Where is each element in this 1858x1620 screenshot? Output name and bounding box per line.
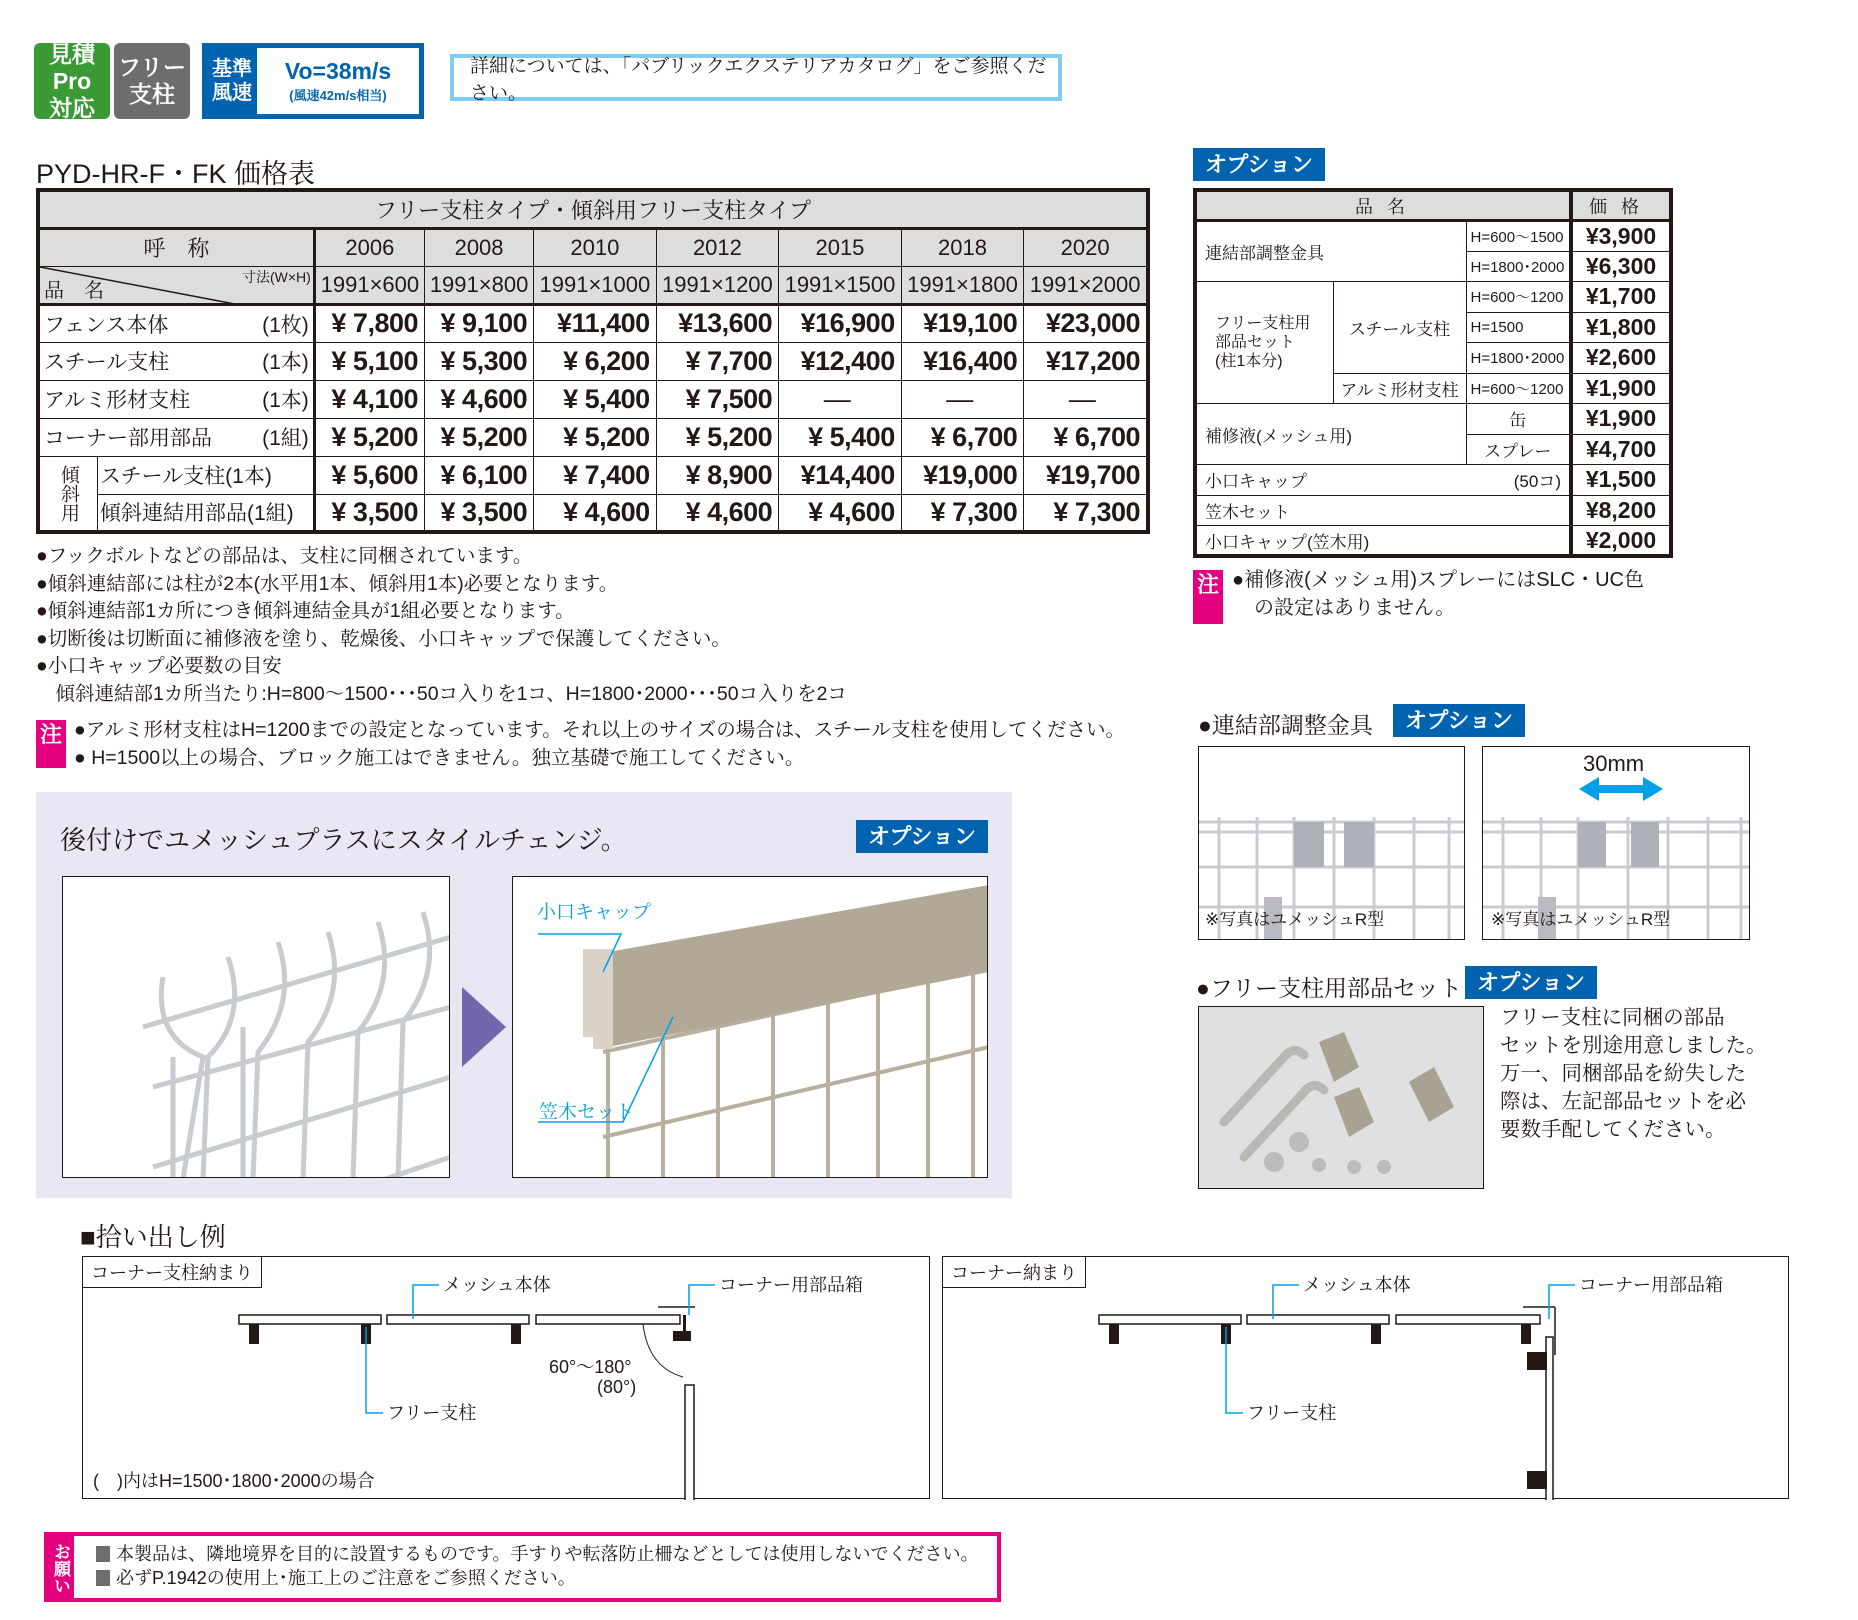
price-cell: ¥ 5,600: [314, 456, 424, 494]
item-name: [98, 494, 315, 532]
item-name: [38, 304, 314, 342]
price-row: [38, 494, 1148, 532]
wind-note: (風速42m/s相当): [289, 88, 387, 103]
size: 1991×800: [425, 266, 534, 304]
mesh-photo: [62, 876, 450, 1178]
price-row: [38, 342, 1148, 380]
item-unit: (1本): [262, 351, 309, 374]
option-price-header: 価格: [1571, 190, 1671, 221]
caution: ●アルミ形材支柱はH=1200までの設定となっています。それ以上のサイズの場合は、スチール支柱を使用してください。: [74, 719, 1125, 741]
note: ●傾斜連結部には柱が2本(水平用1本、傾斜用1本)必要となります。: [36, 572, 619, 595]
price-cell: ¥ 6,200: [534, 342, 657, 380]
price-cell: ¥ 4,600: [425, 380, 534, 418]
alu-post: アルミ形材支柱: [1333, 373, 1466, 404]
price-cell: ¥16,400: [901, 342, 1024, 380]
type-header: フリー支柱タイプ・傾斜用フリー支柱タイプ: [38, 190, 1148, 228]
option-price: ¥1,500: [1571, 465, 1671, 496]
code-2015: 2015: [779, 228, 902, 266]
size-header: 寸法(W×H): [241, 268, 311, 285]
caution-label: 注: [36, 720, 66, 768]
post-label: フリー支柱: [387, 1403, 477, 1423]
post-label: フリー支柱: [1247, 1403, 1337, 1423]
caution-label: 注: [1193, 570, 1223, 624]
cap-name: 小口キャップ: [1205, 472, 1307, 492]
price-cell: ¥19,700: [1024, 456, 1148, 494]
code-2012: 2012: [656, 228, 779, 266]
square-bullet-icon: [96, 1570, 110, 1586]
price-cell: ¥12,400: [779, 342, 902, 380]
price-cell: ¥17,200: [1024, 342, 1148, 380]
item-name: [38, 342, 314, 380]
line: 部品セット: [1215, 334, 1296, 351]
price-table-title: PYD-HR-F・FK 価格表: [36, 159, 315, 189]
request-text: 必ずP.1942の使用上･施工上のご注意をご参照ください。: [116, 1568, 576, 1588]
price-row: [38, 304, 1148, 342]
price-cell: ¥ 4,600: [534, 494, 657, 532]
photo-note: ※写真はユメッシュR型: [1491, 910, 1671, 929]
desc-line: 万一、同梱部品を紛失した: [1500, 1062, 1746, 1085]
option-tag: オプション: [1465, 966, 1597, 999]
price-cell: —: [901, 380, 1024, 418]
arrow-right-icon: [462, 987, 506, 1067]
code-2008: 2008: [425, 228, 534, 266]
size: 1991×1800: [901, 266, 1024, 304]
height-spec: H=1500: [1466, 312, 1571, 343]
layout-example-title: ■拾い出し例: [80, 1222, 226, 1252]
can: 缶: [1466, 404, 1571, 435]
item-unit: (1組): [262, 427, 309, 450]
price-cell: ¥ 5,300: [425, 342, 534, 380]
request-line: [96, 1566, 997, 1590]
price-cell: ¥ 7,500: [656, 380, 779, 418]
style-change-panel: [36, 792, 1012, 1198]
item-unit: (1本): [262, 389, 309, 412]
price-cell: ¥ 3,500: [425, 494, 534, 532]
note: ●フックボルトなどの部品は、支柱に同梱されています。: [36, 545, 533, 567]
option-note: [1232, 566, 1644, 622]
desc-line: フリー支柱に同梱の部品: [1500, 1006, 1725, 1029]
price-cell: ¥19,000: [901, 456, 1024, 494]
code-2010: 2010: [534, 228, 657, 266]
price-cell: ¥11,400: [534, 304, 657, 342]
parts-section-title: ●フリー支柱用部品セット: [1196, 975, 1462, 1001]
option-price: ¥3,900: [1571, 221, 1671, 252]
steel-post: スチール支柱: [1333, 282, 1466, 374]
rail-photo: [512, 876, 988, 1178]
price-cell: ¥ 8,900: [656, 456, 779, 494]
size: 1991×1500: [779, 266, 902, 304]
option-tag: オプション: [1393, 704, 1525, 737]
option-tag: オプション: [856, 820, 988, 853]
item-label: 傾斜連結用部品: [100, 502, 247, 526]
option-price: ¥8,200: [1571, 495, 1671, 526]
request-text: 本製品は、隣地境界を目的に設置するものです。手すりや転落防止柵などとしては使用しないでください。: [116, 1544, 979, 1564]
price-table: [36, 188, 1150, 534]
free-post-badge: [114, 43, 190, 119]
price-cell: ¥13,600: [656, 304, 779, 342]
info-text: 詳細については、「パブリックエクステリアカタログ」をご参照ください。: [470, 55, 1047, 104]
request-line: [96, 1542, 997, 1566]
price-cell: ¥14,400: [779, 456, 902, 494]
note-line: の設定はありません。: [1254, 597, 1456, 619]
line: フリー支柱用: [1215, 315, 1311, 332]
mesh-label: メッシュ本体: [1303, 1275, 1411, 1295]
corner-diagram: [942, 1256, 1789, 1499]
parts-description: [1500, 1004, 1767, 1144]
item-label: コーナー部用部品: [44, 427, 212, 450]
joint-photo-1: [1198, 746, 1465, 940]
price-cell: ¥ 5,200: [534, 418, 657, 456]
joint-section-title: ●連結部調整金具: [1198, 712, 1373, 738]
price-row: [38, 456, 1148, 494]
cap-label: 小口キャップ: [537, 902, 652, 923]
height-spec: H=600〜1200: [1466, 373, 1571, 404]
wind-value: Vo=38m/s: [284, 58, 392, 84]
price-cell: ¥ 5,200: [425, 418, 534, 456]
desc-line: 際は、左記部品セットを必: [1500, 1090, 1746, 1113]
price-cell: ¥ 7,800: [314, 304, 424, 342]
catalog-info-box: [450, 54, 1062, 104]
diagram-caption: コーナー納まり: [943, 1257, 1086, 1288]
badge-line: 支柱: [129, 81, 175, 107]
footnote: ( )内はH=1500･1800･2000の場合: [93, 1471, 375, 1491]
repair-liquid-name: 補修液(メッシュ用): [1195, 404, 1466, 465]
price-row: [38, 380, 1148, 418]
option-price: ¥1,900: [1571, 373, 1671, 404]
price-cell: ¥ 7,400: [534, 456, 657, 494]
item-name: [38, 380, 314, 418]
note: 傾斜連結部1カ所当たり:H=800〜1500･･･50コ入りを1コ、H=1800･2000･･･50コ入りを2コ: [36, 682, 847, 705]
item-unit: (1本): [225, 465, 272, 488]
code-2020: 2020: [1024, 228, 1148, 266]
option-name-header: 品名: [1195, 190, 1571, 221]
note: ●切断後は切断面に補修液を塗り、乾燥後、小口キャップで保護してください。: [36, 627, 731, 650]
price-cell: ¥ 6,700: [901, 418, 1024, 456]
item-name: [98, 456, 315, 494]
price-row: [38, 418, 1148, 456]
mesh-label: メッシュ本体: [443, 1275, 551, 1295]
item-label: フェンス本体: [44, 313, 169, 337]
option-tag: オプション: [1193, 148, 1325, 181]
line: (柱1本分): [1215, 353, 1283, 370]
height-spec: H=600〜1200: [1466, 282, 1571, 313]
option-price: ¥1,700: [1571, 282, 1671, 313]
notes-list: [36, 543, 847, 709]
badge-line: 見積Pro: [49, 40, 95, 94]
mesh-r-illustration: [63, 877, 450, 1178]
desc-line: セットを別途用意しました。: [1500, 1034, 1767, 1057]
option-table: [1193, 188, 1673, 558]
option-price: ¥2,000: [1571, 526, 1671, 557]
wind-label-line: 基準: [212, 58, 252, 80]
item-unit: (1枚): [262, 313, 309, 337]
diagram-caption: コーナー支柱納まり: [83, 1257, 262, 1288]
price-cell: ¥ 6,700: [1024, 418, 1148, 456]
price-cell: ¥ 5,400: [779, 418, 902, 456]
parts-set-name: [1195, 282, 1333, 404]
size: 1991×1000: [534, 266, 657, 304]
dimension-label: 30mm: [1583, 751, 1645, 776]
mitsumori-pro-badge: [34, 40, 110, 121]
price-cell: ¥19,100: [901, 304, 1024, 342]
price-cell: ¥ 5,200: [314, 418, 424, 456]
size: 1991×600: [314, 266, 424, 304]
price-cell: ¥ 5,400: [534, 380, 657, 418]
badge-line: 対応: [49, 94, 95, 121]
item-label: スチール支柱: [100, 465, 226, 488]
corner-box-label: コーナー用部品箱: [719, 1275, 863, 1295]
square-bullet-icon: [96, 1546, 110, 1562]
parts-photo: [1198, 1006, 1484, 1189]
item-size-header: [38, 266, 314, 304]
angle-alt-label: (80°): [597, 1377, 637, 1397]
price-cell: ¥16,900: [779, 304, 902, 342]
rail-name: 笠木セット: [1195, 495, 1571, 526]
joint-photo-2: [1482, 746, 1750, 940]
slope-group-label: 傾斜用: [38, 456, 98, 532]
option-price: ¥6,300: [1571, 251, 1671, 282]
price-cell: ¥ 7,300: [901, 494, 1024, 532]
request-box: [44, 1532, 1001, 1602]
option-price: ¥1,900: [1571, 404, 1671, 435]
double-arrow-icon: [1579, 777, 1663, 801]
photo-note: ※写真はユメッシュR型: [1205, 910, 1385, 929]
price-cell: ¥ 5,200: [656, 418, 779, 456]
price-cell: ¥ 6,100: [425, 456, 534, 494]
wind-label: [207, 57, 257, 105]
note: ●傾斜連結部1カ所につき傾斜連結金具が1組必要となります。: [36, 600, 575, 623]
item-label: アルミ形材支柱: [44, 389, 191, 412]
price-cell: ¥ 7,300: [1024, 494, 1148, 532]
size: 1991×1200: [656, 266, 779, 304]
item-header: 品 名: [44, 279, 104, 302]
code-2006: 2006: [314, 228, 424, 266]
item-label: スチール支柱: [44, 351, 170, 374]
wind-label-line: 風速: [212, 82, 252, 104]
wind-value-box: [257, 48, 419, 114]
price-cell: —: [1024, 380, 1148, 418]
price-cell: ¥ 5,100: [314, 342, 424, 380]
request-label: お願い: [44, 1532, 74, 1602]
price-cell: —: [779, 380, 902, 418]
price-cell: ¥ 4,100: [314, 380, 424, 418]
angle-label: 60°〜180°: [549, 1357, 632, 1377]
parts-illustration: [1199, 1007, 1484, 1189]
price-cell: ¥ 7,700: [656, 342, 779, 380]
rail-label: 笠木セット: [539, 1102, 635, 1123]
price-cell: ¥ 4,600: [779, 494, 902, 532]
price-cell: ¥ 4,600: [656, 494, 779, 532]
rail-cap-name: 小口キャップ(笠木用): [1195, 526, 1571, 557]
panel-title: 後付けでユメッシュプラスにスタイルチェンジ。: [60, 825, 627, 855]
corner-post-diagram: [82, 1256, 930, 1499]
caution: ● H=1500以上の場合、ブロック施工はできません。独立基礎で施工してください。: [74, 747, 805, 769]
note-line: ●補修液(メッシュ用)スプレーにはSLC・UC色: [1232, 569, 1644, 591]
option-price: ¥4,700: [1571, 434, 1671, 465]
note: ●小口キャップ必要数の目安: [36, 655, 282, 678]
code-2018: 2018: [901, 228, 1024, 266]
cap-row: [1195, 465, 1571, 496]
price-cell: ¥ 9,100: [425, 304, 534, 342]
item-unit: (1組): [247, 502, 294, 526]
height-spec: H=600〜1500: [1466, 221, 1571, 252]
option-price: ¥2,600: [1571, 343, 1671, 374]
option-price: ¥1,800: [1571, 312, 1671, 343]
price-cell: ¥23,000: [1024, 304, 1148, 342]
size: 1991×2000: [1024, 266, 1148, 304]
height-spec: H=1800･2000: [1466, 251, 1571, 282]
desc-line: 要数手配してください。: [1500, 1118, 1726, 1141]
item-name: [38, 418, 314, 456]
joint-name: 連結部調整金具: [1195, 221, 1466, 282]
name-header: 呼 称: [38, 228, 314, 266]
spray: スプレー: [1466, 434, 1571, 465]
height-spec: H=1800･2000: [1466, 343, 1571, 374]
cap-qty: (50コ): [1513, 472, 1561, 492]
wind-speed-badge: [202, 43, 424, 119]
badge-line: フリー: [117, 54, 187, 80]
corner-box-label: コーナー用部品箱: [1579, 1275, 1723, 1295]
price-cell: ¥ 3,500: [314, 494, 424, 532]
caution-list: [74, 716, 1125, 772]
